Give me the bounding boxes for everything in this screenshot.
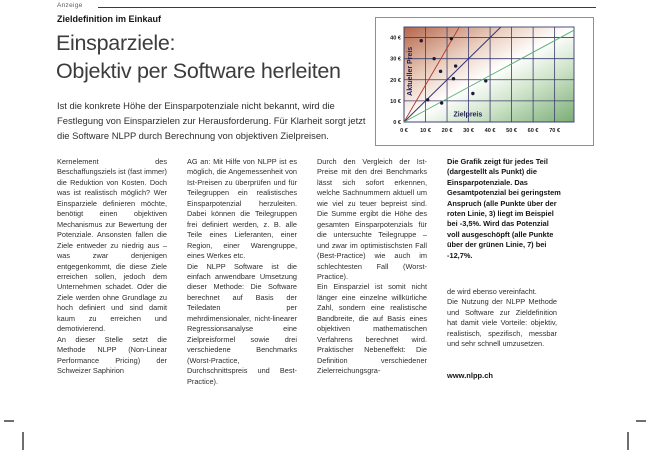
chart-caption: Die Grafik zeigt für jedes Teil (dargestellt als Punkt) die Einsparpotenziale. Das Gesamtpotenzial bei geringstem Anspruch (alle Punkte über der roten Linie, 3) liegt im Beispiel bei -3,5%. Wird das Potenzial voll ausgeschöpft (alle Punkte über der grünen Linie, 7) bei -12,7%. (447, 157, 561, 260)
paragraph: Kernelement des Beschaffungsziels ist (fast immer) die Reduktion von Kosten. Doch was ist realistisch möglich? Wer Einsparziele definieren möchte, benötigt einen objektiven Mechanismus zur Bewertung der Potenziale. Ansonsten fallen die Ziele entweder zu niedrig aus – was zwar denjenigen entgegenkommt, die diese Ziele erreichen sollen, jedoch dem Unternehmen schadet. Oder die Ziele werden ohne Grundlage zu hoch definiert und sind damit kaum zu erreichen und demotivierend. (57, 157, 167, 334)
page-title-line2: Objektiv per Software herleiten (56, 58, 341, 83)
kicker: Zieldefinition im Einkauf (57, 14, 162, 24)
scatter-point (454, 64, 457, 67)
x-tick-label: 50 € (506, 128, 518, 134)
top-rule (98, 7, 596, 8)
scatter-point (420, 39, 423, 42)
anzeige-label: Anzeige (57, 2, 83, 9)
y-tick-label: 0 € (393, 120, 401, 126)
price-chart-svg (376, 18, 593, 145)
crop-mark-vertical-left (22, 432, 24, 450)
page-title-line1: Einsparziele: (56, 31, 176, 55)
scatter-point (484, 79, 487, 82)
paragraph: Die NLPP Software ist die einfach anwendbare Umsetzung dieser Methode: Die Software berechnet auf Basis der Teiledaten per mehrdimensionaler, nicht-linearer Regressionsanalyse eine Zielpreisformel sowie drei verschiedene Benchmarks (Worst-Practice, Durchschnittspreis und Best-Practice). (187, 261, 297, 386)
text-column-3 (317, 157, 427, 377)
text-column-2 (187, 157, 297, 387)
x-tick-label: 30 € (463, 128, 475, 134)
paragraph: Die Nutzung der NLPP Methode und Software zur Zieldefinition hat damit viele Vorteile: objektiv, realistisch, spezifisch, messbar und sehr schnell umzusetzen. (447, 297, 557, 349)
scatter-point (439, 70, 442, 73)
scatter-point (426, 98, 429, 101)
y-tick-label: 20 € (390, 77, 401, 84)
scatter-point (450, 37, 453, 40)
crop-mark-bottom-right (636, 420, 646, 422)
paragraph: de wird ebenso vereinfacht. (447, 287, 537, 296)
paragraph: Ein Einsparziel ist somit nicht länger eine einzelne willkürliche Zahl, sondern eine realistische Bandbreite, die auf Basis eines objektiven mathematischen Verfahrens berechnet wird. Praktischer Nebeneffekt: Die Definition verschiedener Zielerreichungsgra- (317, 282, 427, 376)
scatter-point (452, 77, 455, 80)
x-tick-label: 70 € (549, 128, 561, 134)
x-axis-label: Zielpreis (453, 111, 483, 119)
y-tick-label: 30 € (390, 56, 401, 63)
crop-mark-bottom-left (4, 420, 14, 422)
x-tick-label: 0 € (400, 128, 408, 134)
text-column-1 (57, 157, 167, 377)
paragraph: An dieser Stelle setzt die Methode NLPP (Non-Linear Performance Pricing) der Schweizer Saphirion (57, 334, 167, 376)
x-tick-label: 20 € (441, 128, 453, 134)
y-tick-label: 40 € (390, 35, 401, 42)
scatter-point (471, 92, 474, 95)
intro-paragraph: Ist die konkrete Höhe der Einsparpotenziale nicht bekannt, wird die Festlegung von Einsparzielen zur Herausforderung. Für Klarheit sorgt jetzt die Software NLPP durch Berechnung von objektiven Zielpreisen. (57, 100, 366, 141)
scatter-point (432, 57, 435, 60)
page-title (56, 30, 341, 85)
y-tick-label: 10 € (390, 98, 401, 105)
text-column-4 (447, 287, 557, 350)
price-chart (375, 17, 594, 146)
website-url: www.nlpp.ch (447, 371, 493, 380)
x-tick-label: 10 € (420, 128, 431, 134)
paragraph: AG an: Mit Hilfe von NLPP ist es möglich, die Angemessenheit von Ist-Preisen zu überprüfen und für Teilegruppen ein realistisches Einsparpotenzial herzuleiten. Dabei können die Teilegruppen frei definiert werden, z. B. alle Teile eines Lieferanten, einer Region, einer Warengruppe, eines Werkes etc. (187, 157, 297, 261)
crop-mark-vertical-right (627, 432, 629, 450)
y-axis-label: Aktueller Preis (407, 46, 414, 96)
scatter-point (440, 101, 443, 104)
paragraph: Durch den Vergleich der Ist-Preise mit den drei Benchmarks lässt sich sofort erkennen, welche Sachnummern aktuell um wie viel zu teuer bepreist sind. Die Summe ergibt die Höhe des gesamten Einsparpotenzials für die untersuchte Teilegruppe – und zwar im optimistischsten Fall (Best-Practice) wie auch im schlechtesten Fall (Worst-Practice). (317, 157, 427, 281)
x-tick-label: 40 € (484, 128, 496, 134)
x-tick-label: 60 € (527, 128, 539, 134)
